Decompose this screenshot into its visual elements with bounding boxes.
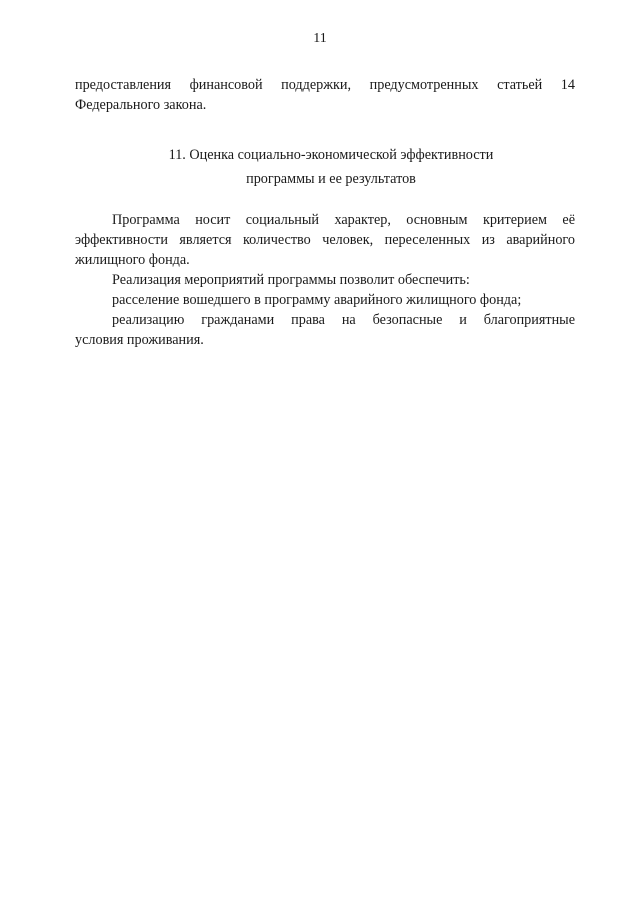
paragraph-1-line-3: жилищного фонда.	[75, 252, 190, 268]
intro-line-1: предоставления финансовой поддержки, предусмотренных статьей 14	[75, 77, 575, 93]
paragraph-3: расселение вошедшего в программу аварийного жилищного фонда;	[112, 292, 522, 308]
page-number: 11	[313, 31, 327, 46]
intro-line-2: Федерального закона.	[75, 97, 207, 113]
paragraph-4-line-1: реализацию гражданами права на безопасные и благоприятные	[112, 312, 575, 328]
paragraph-4-line-2: условия проживания.	[75, 332, 204, 348]
paragraph-1-line-1: Программа носит социальный характер, основным критерием её	[112, 212, 575, 228]
document-body	[75, 75, 575, 350]
section-heading	[75, 143, 575, 191]
section-heading-line-1: 11. Оценка социально-экономической эффективности	[168, 147, 494, 163]
spacer	[75, 191, 575, 210]
paragraph-1-line-2: эффективности является количество человек, переселенных из аварийного	[75, 232, 575, 248]
paragraph-2: Реализация мероприятий программы позволит обеспечить:	[112, 272, 470, 288]
section-heading-line-2: программы и ее результатов	[246, 171, 416, 187]
